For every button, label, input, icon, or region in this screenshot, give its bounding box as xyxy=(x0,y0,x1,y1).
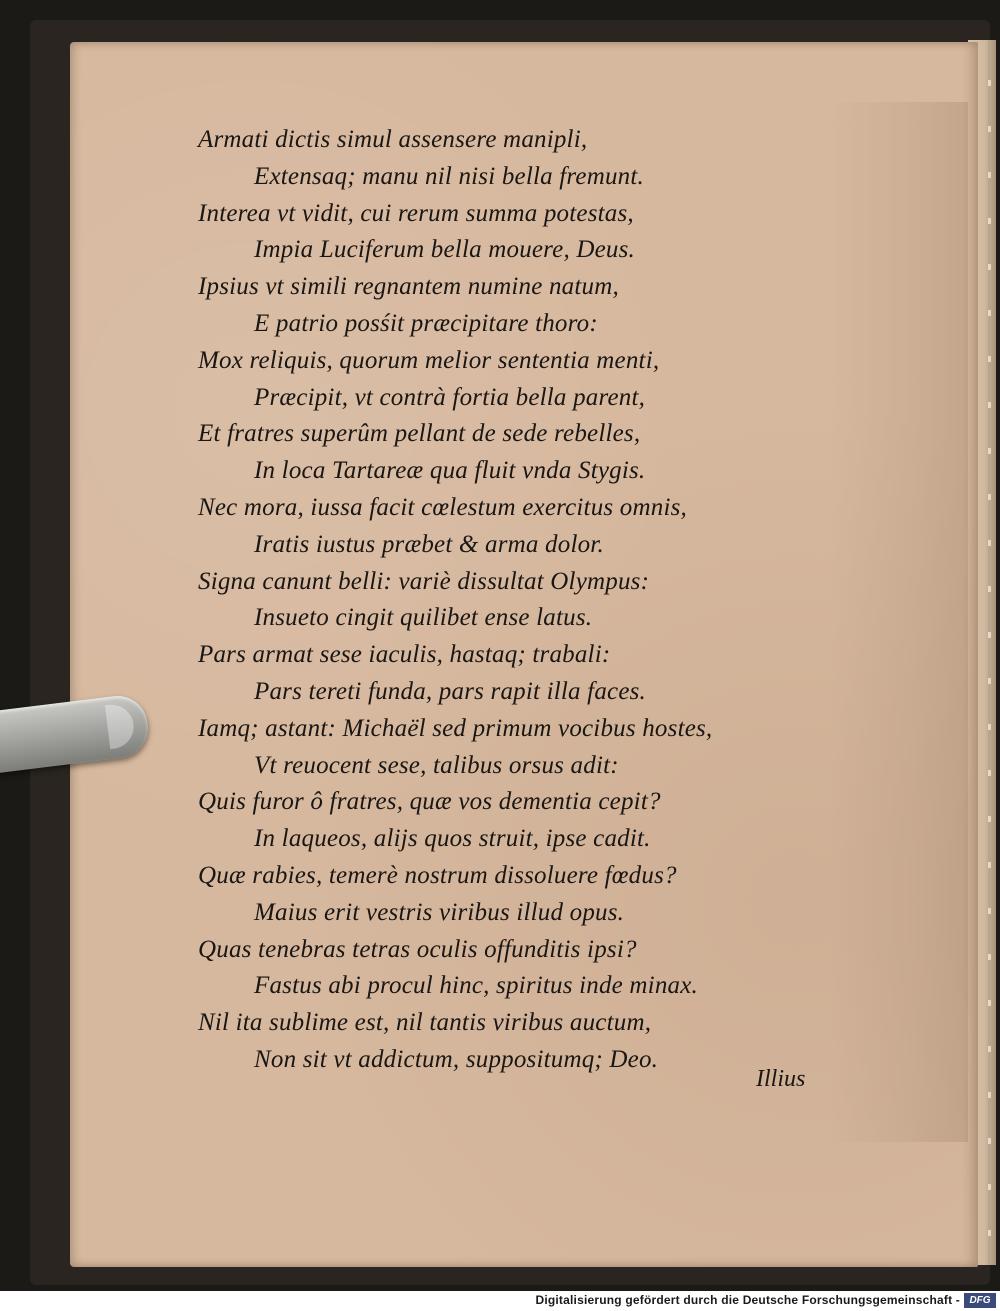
poem-line: Vt reuocent sese, talibus orsus adit: xyxy=(254,751,619,779)
funding-credit: Digitalisierung gefördert durch die Deutsche Forschungsgemeinschaft - xyxy=(535,1293,960,1307)
poem-line: Quis furor ô fratres, quæ vos dementia cepit? xyxy=(198,788,661,816)
binding-stitch xyxy=(988,40,991,1265)
poem-line: Iamq; astant: Michaël sed primum vocibus hostes, xyxy=(198,714,713,742)
poem-line: Signa canunt belli: variè dissultat Olympus: xyxy=(198,567,650,595)
poem-line: Fastus abi procul hinc, spiritus inde minax. xyxy=(254,972,698,1000)
poem-line: Extensaq; manu nil nisi bella fremunt. xyxy=(254,162,644,190)
poem-line: Pars armat sese iaculis, hastaq; trabali: xyxy=(198,641,611,669)
catchword: Illius xyxy=(756,1066,806,1092)
poem-line: E patrio posśit præcipitare thoro: xyxy=(254,309,598,337)
poem-line: Nil ita sublime est, nil tantis viribus auctum, xyxy=(198,1009,652,1037)
dfg-logo: DFG xyxy=(964,1293,996,1308)
poem-line: Maius erit vestris viribus illud opus. xyxy=(254,898,625,926)
poem-line: Nec mora, iussa facit cœlestum exercitus omnis, xyxy=(198,493,687,521)
poem-line: Impia Luciferum bella mouere, Deus. xyxy=(254,236,636,264)
poem-line: Armati dictis simul assensere manipli, xyxy=(198,126,588,153)
poem-line: Et fratres superûm pellant de sede rebelles, xyxy=(198,420,641,448)
poem-text xyxy=(198,122,712,1079)
poem-line: Præcipit, vt contrà fortia bella parent, xyxy=(254,383,646,411)
poem-line: Iratis iustus præbet & arma dolor. xyxy=(254,530,604,558)
poem-line: Pars tereti funda, pars rapit illa faces. xyxy=(254,677,646,705)
poem-line: Ipsius vt simili regnantem numine natum, xyxy=(198,273,619,301)
show-through-area xyxy=(828,102,968,1142)
poem-line: Non sit vt addictum, suppositumq; Deo. xyxy=(254,1045,659,1073)
poem-line: Insueto cingit quilibet ense latus. xyxy=(254,604,593,632)
poem-line: Quas tenebras tetras oculis offunditis ipsi? xyxy=(198,935,637,963)
poem-line: In loca Tartareæ qua fluit vnda Stygis. xyxy=(254,457,646,485)
poem-line: Quæ rabies, temerè nostrum dissoluere fœdus? xyxy=(198,861,677,889)
poem-line: Mox reliquis, quorum melior sententia menti, xyxy=(198,346,660,374)
footer-bar xyxy=(0,1291,1000,1311)
poem-line: In laqueos, alijs quos struit, ipse cadit. xyxy=(254,825,651,853)
poem-line: Interea vt vidit, cui rerum summa potestas, xyxy=(198,199,634,227)
